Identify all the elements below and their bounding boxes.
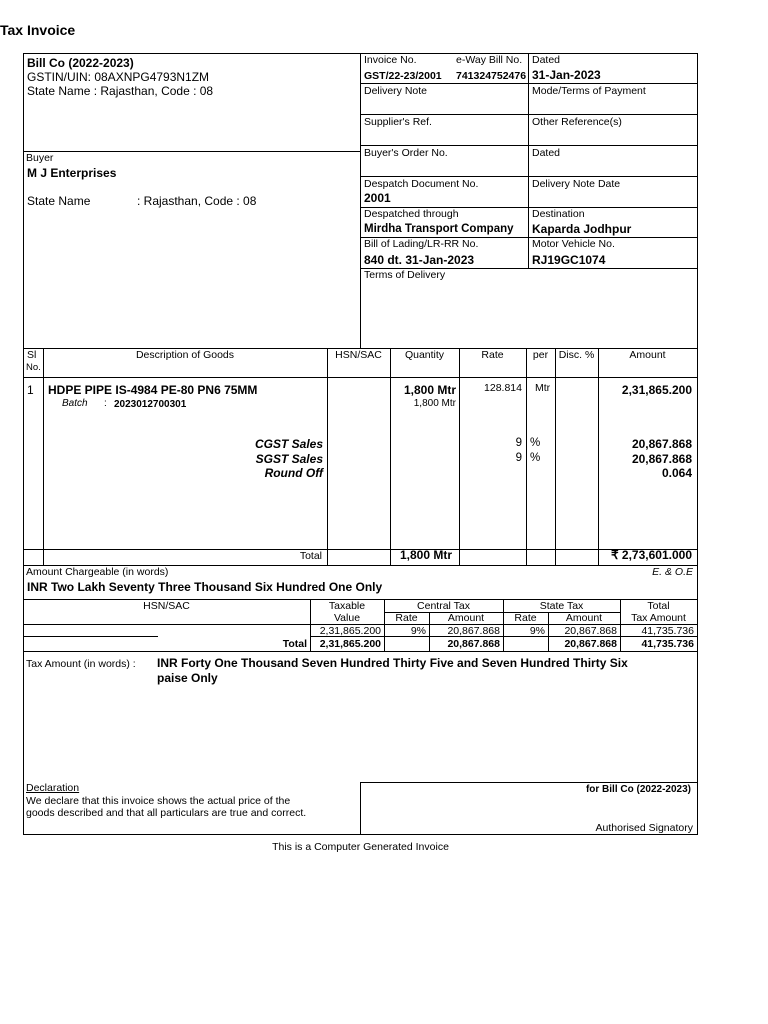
- seller-gstin: GSTIN/UIN: 08AXNPG4793N1ZM: [27, 70, 210, 84]
- buyer-state-label: State Name: [27, 194, 91, 208]
- charge-per: %: [530, 437, 541, 449]
- despatch-doc: 2001: [364, 191, 391, 205]
- eway-no: 741324752476: [456, 70, 527, 82]
- col-amount: Amount: [629, 349, 666, 361]
- col-per: per: [532, 349, 549, 361]
- supplier-ref-label: Supplier's Ref.: [364, 116, 432, 128]
- terms-delivery-label: Terms of Delivery: [364, 269, 446, 281]
- buyer-name: M J Enterprises: [27, 166, 117, 180]
- dated-label: Dated: [532, 54, 561, 66]
- vehicle-no: RJ19GC1074: [532, 253, 606, 267]
- buyer-state-value: : Rajasthan, Code : 08: [137, 194, 257, 208]
- batch-no: 2023012700301: [114, 399, 187, 410]
- charge-amount: 20,867.868: [631, 452, 692, 466]
- despatch-doc-label: Despatch Document No.: [364, 178, 479, 190]
- amount-words: INR Two Lakh Seventy Three Thousand Six Hundred One Only: [27, 580, 383, 594]
- charge-rate: 9: [515, 452, 522, 464]
- eoe: E. & O.E: [652, 566, 693, 578]
- buyer-order-dated-label: Dated: [532, 147, 561, 159]
- tax-total: 41,735.736: [641, 625, 694, 637]
- bill-of-lading-label: Bill of Lading/LR-RR No.: [364, 238, 479, 250]
- tax-total-s-amount: 20,867.868: [564, 638, 617, 650]
- item-per: Mtr: [535, 382, 551, 394]
- charge-label: SGST Sales: [255, 452, 323, 466]
- charge-rate: 9: [515, 437, 522, 449]
- item-quantity: 1,800 Mtr: [403, 383, 456, 397]
- total-amount: ₹ 2,73,601.000: [610, 548, 692, 562]
- footer-note: This is a Computer Generated Invoice: [272, 841, 449, 853]
- amount-words-label: Amount Chargeable (in words): [26, 566, 169, 578]
- invoice-date: 31-Jan-2023: [532, 68, 601, 82]
- item-quantity-alt: 1,800 Mtr: [413, 398, 456, 409]
- invoice-no: GST/22-23/2001: [364, 70, 442, 82]
- col-no: No.: [26, 362, 41, 373]
- tax-words-line1: INR Forty One Thousand Seven Hundred Thirty Five and Seven Hundred Thirty Six: [157, 656, 628, 670]
- despatched-through: Mirdha Transport Company: [364, 223, 514, 235]
- tax-c-amount: 20,867.868: [447, 625, 500, 637]
- charge-amount: 0.064: [661, 466, 692, 480]
- for-company: for Bill Co (2022-2023): [585, 784, 691, 795]
- buyer-label: Buyer: [26, 152, 54, 164]
- mode-terms-label: Mode/Terms of Payment: [532, 85, 646, 97]
- declaration-label: Declaration: [26, 782, 80, 794]
- tax-total-label: Total: [282, 638, 307, 650]
- page-title: Tax Invoice: [0, 22, 76, 38]
- col-description: Description of Goods: [135, 349, 235, 361]
- charge-amount: 20,867.868: [631, 437, 692, 451]
- tax-words-label: Tax Amount (in words) :: [26, 658, 136, 670]
- tax-col-hsn: HSN/SAC: [143, 600, 190, 612]
- tax-col-taxable-2: Value: [333, 612, 361, 624]
- tax-col-central: Central Tax: [417, 600, 470, 612]
- invoice-no-label: Invoice No.: [364, 54, 417, 66]
- item-amount: 2,31,865.200: [621, 383, 692, 397]
- charge-label: Round Off: [264, 466, 323, 480]
- col-sl: Sl: [27, 349, 37, 361]
- tax-words-line2: paise Only: [157, 671, 218, 685]
- seller-name: Bill Co (2022-2023): [27, 56, 134, 70]
- state-rate-label: Rate: [514, 612, 537, 624]
- charge-per: %: [530, 452, 541, 464]
- item-description: HDPE PIPE IS-4984 PE-80 PN6 75MM: [48, 383, 258, 397]
- tax-s-rate: 9%: [529, 625, 545, 637]
- tax-col-total-2: Tax Amount: [631, 612, 686, 624]
- destination: Kaparda Jodhpur: [532, 222, 632, 236]
- total-quantity: 1,800 Mtr: [400, 548, 453, 562]
- tax-col-total: Total: [647, 600, 670, 612]
- despatched-through-label: Despatched through: [364, 208, 459, 220]
- declaration-line1: We declare that this invoice shows the actual price of the: [26, 795, 291, 807]
- tax-c-rate: 9%: [410, 625, 426, 637]
- state-amount-label: Amount: [565, 612, 603, 624]
- buyer-order-label: Buyer's Order No.: [364, 147, 448, 159]
- declaration-line2: goods described and that all particulars are true and correct.: [26, 807, 307, 819]
- batch-sep: :: [104, 398, 107, 409]
- central-rate-label: Rate: [395, 612, 418, 624]
- item-rate: 128.814: [484, 382, 522, 394]
- tax-total-amount: 41,735.736: [641, 638, 694, 650]
- tax-total-c-amount: 20,867.868: [447, 638, 500, 650]
- col-rate: Rate: [481, 349, 504, 361]
- delivery-note-date-label: Delivery Note Date: [532, 178, 621, 190]
- item-sl: 1: [27, 383, 34, 397]
- destination-label: Destination: [532, 208, 585, 220]
- tax-col-taxable: Taxable: [328, 600, 366, 612]
- bill-of-lading: 840 dt. 31-Jan-2023: [364, 253, 475, 267]
- tax-total-taxable: 2,31,865.200: [319, 638, 381, 650]
- eway-label: e-Way Bill No.: [456, 54, 523, 66]
- col-quantity: Quantity: [404, 349, 445, 361]
- charge-label: CGST Sales: [254, 437, 323, 451]
- authorised-signatory: Authorised Signatory: [595, 822, 693, 834]
- other-ref-label: Other Reference(s): [532, 116, 622, 128]
- batch-label: Batch: [62, 398, 88, 409]
- central-amount-label: Amount: [447, 612, 485, 624]
- tax-col-state: State Tax: [539, 600, 584, 612]
- vehicle-label: Motor Vehicle No.: [532, 238, 615, 250]
- total-label: Total: [299, 550, 322, 562]
- col-hsn: HSN/SAC: [335, 349, 382, 361]
- tax-taxable: 2,31,865.200: [319, 625, 381, 637]
- delivery-note-label: Delivery Note: [364, 85, 428, 97]
- col-disc: Disc. %: [558, 349, 595, 361]
- tax-s-amount: 20,867.868: [564, 625, 617, 637]
- seller-state: State Name : Rajasthan, Code : 08: [27, 84, 214, 98]
